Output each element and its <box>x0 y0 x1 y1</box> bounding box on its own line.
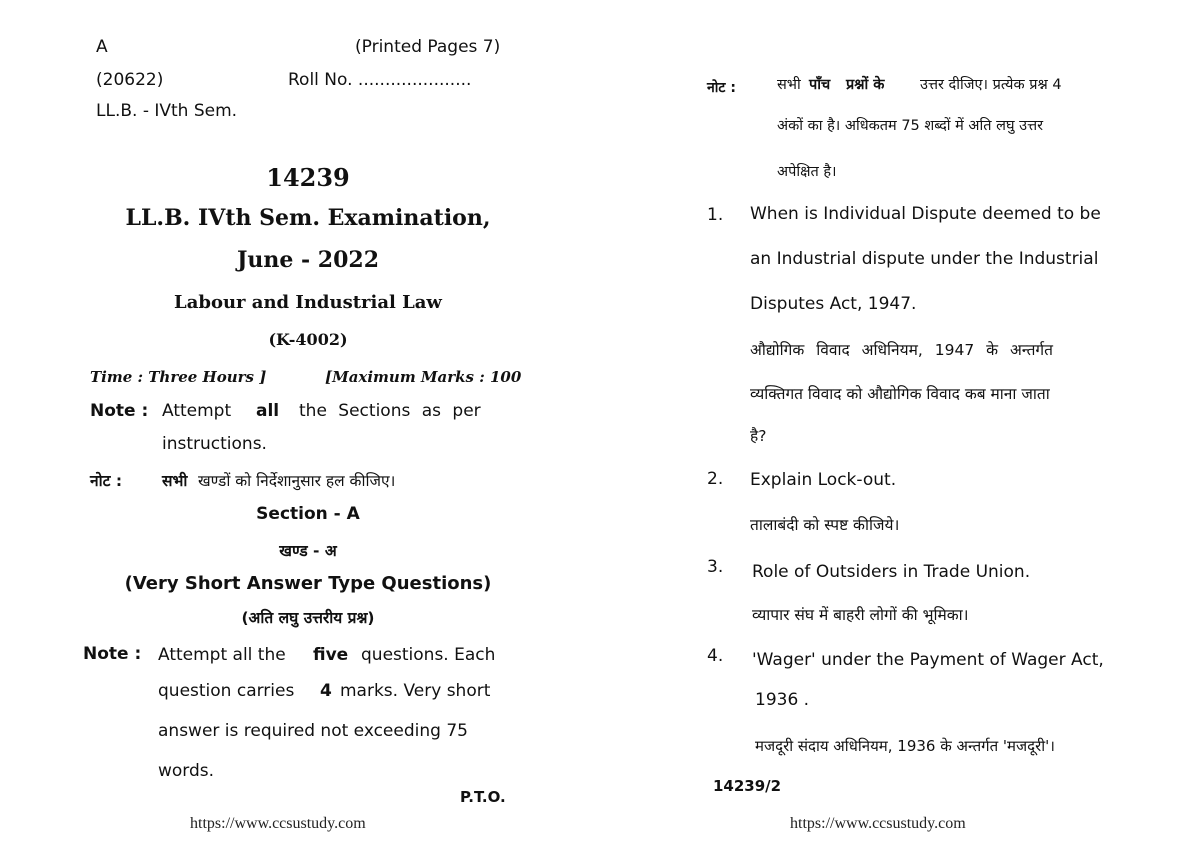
question-text: Explain Lock-out. <box>750 470 897 490</box>
question-text: an Industrial dispute under the Industrial <box>750 249 1099 269</box>
question-text-hindi: औद्योगिक विवाद अधिनियम, 1947 के अन्तर्गत <box>750 341 1053 359</box>
note-hindi-label: नोट : <box>90 472 123 490</box>
note-text-c: the Sections as per <box>299 401 481 421</box>
question-text-hindi: है? <box>750 427 767 445</box>
note2-line2-b: 4 <box>320 681 332 701</box>
footer-url: https://www.ccsustudy.com <box>790 815 966 832</box>
note-hindi-line2: अंकों का है। अधिकतम 75 शब्दों में अति लघु उत्तर <box>777 118 1044 134</box>
subject-code: (K-4002) <box>268 330 348 349</box>
question-text-hindi: व्यापार संघ में बाहरी लोगों की भूमिका। <box>752 606 969 624</box>
subject-title: Labour and Industrial Law <box>174 292 442 313</box>
time-allowed: Time : Three Hours ] <box>90 368 267 386</box>
note-hindi-line1-b: पाँच <box>809 77 831 93</box>
question-text-hindi: व्यक्तिगत विवाद को औद्योगिक विवाद कब माना जाता <box>750 385 1050 403</box>
note-hindi-line1-c: प्रश्नों के <box>846 77 885 93</box>
note-hindi-text: खण्डों को निर्देशानुसार हल कीजिए। <box>198 472 396 490</box>
question-text: Role of Outsiders in Trade Union. <box>752 562 1031 582</box>
note-text-b: all <box>256 401 280 421</box>
question-number: 4. <box>707 646 724 666</box>
series-label: A <box>96 37 108 57</box>
question-text: When is Individual Dispute deemed to be <box>750 204 1101 224</box>
note-hindi-line1-a: सभी <box>777 77 801 93</box>
question-text-hindi: तालाबंदी को स्पष्ट कीजिये। <box>750 516 900 534</box>
note-hindi-bold: सभी <box>162 472 188 490</box>
exam-date: June - 2022 <box>236 247 380 273</box>
question-number: 1. <box>707 205 724 225</box>
note2-line2-c: marks. Very short <box>340 681 491 701</box>
exam-title: LL.B. IVth Sem. Examination, <box>125 205 491 231</box>
question-number: 2. <box>707 469 724 489</box>
course-label: LL.B. - IVth Sem. <box>96 101 238 121</box>
footer-url: https://www.ccsustudy.com <box>190 815 366 832</box>
note-text-a: Attempt <box>162 401 232 421</box>
section-heading-hindi: खण्ड - अ <box>279 542 337 560</box>
note2-line1-c: questions. Each <box>361 645 496 665</box>
question-text: Disputes Act, 1947. <box>750 294 917 314</box>
note-hindi-line1-d: उत्तर दीजिए। प्रत्येक प्रश्न 4 <box>920 77 1062 93</box>
maximum-marks: [Maximum Marks : 100 <box>325 368 522 386</box>
question-number: 3. <box>707 557 724 577</box>
note2-line4: words. <box>158 761 215 781</box>
paper-serial-code: (20622) <box>96 70 164 90</box>
note2-label: Note : <box>83 644 142 664</box>
note-hindi-line3: अपेक्षित है। <box>777 164 837 180</box>
question-type-heading: (Very Short Answer Type Questions) <box>124 573 492 594</box>
note2-line1-a: Attempt all the <box>158 645 286 665</box>
note2-line3: answer is required not exceeding 75 <box>158 721 468 741</box>
note2-line2-a: question carries <box>158 681 295 701</box>
question-type-heading-hindi: (अति लघु उत्तरीय प्रश्न) <box>241 609 375 627</box>
roll-number-field: Roll No. ..................... <box>288 70 472 90</box>
printed-pages: (Printed Pages 7) <box>355 37 501 57</box>
question-text-hindi: मजदूरी संदाय अधिनियम, 1936 के अन्तर्गत 'मजदूरी'। <box>755 737 1055 755</box>
pto-label: P.T.O. <box>460 788 506 806</box>
note-label: Note : <box>90 401 149 421</box>
paper-code-heading: 14239 <box>266 163 350 192</box>
question-text: 'Wager' under the Payment of Wager Act, <box>752 650 1104 670</box>
note-hindi-label: नोट : <box>707 80 736 96</box>
page-footer-code: 14239/2 <box>713 777 782 795</box>
note2-line1-b: five <box>313 645 349 665</box>
section-heading: Section - A <box>256 504 360 524</box>
note-text-line2: instructions. <box>162 434 267 454</box>
question-text: 1936 . <box>755 690 810 710</box>
right-page <box>600 0 1200 849</box>
